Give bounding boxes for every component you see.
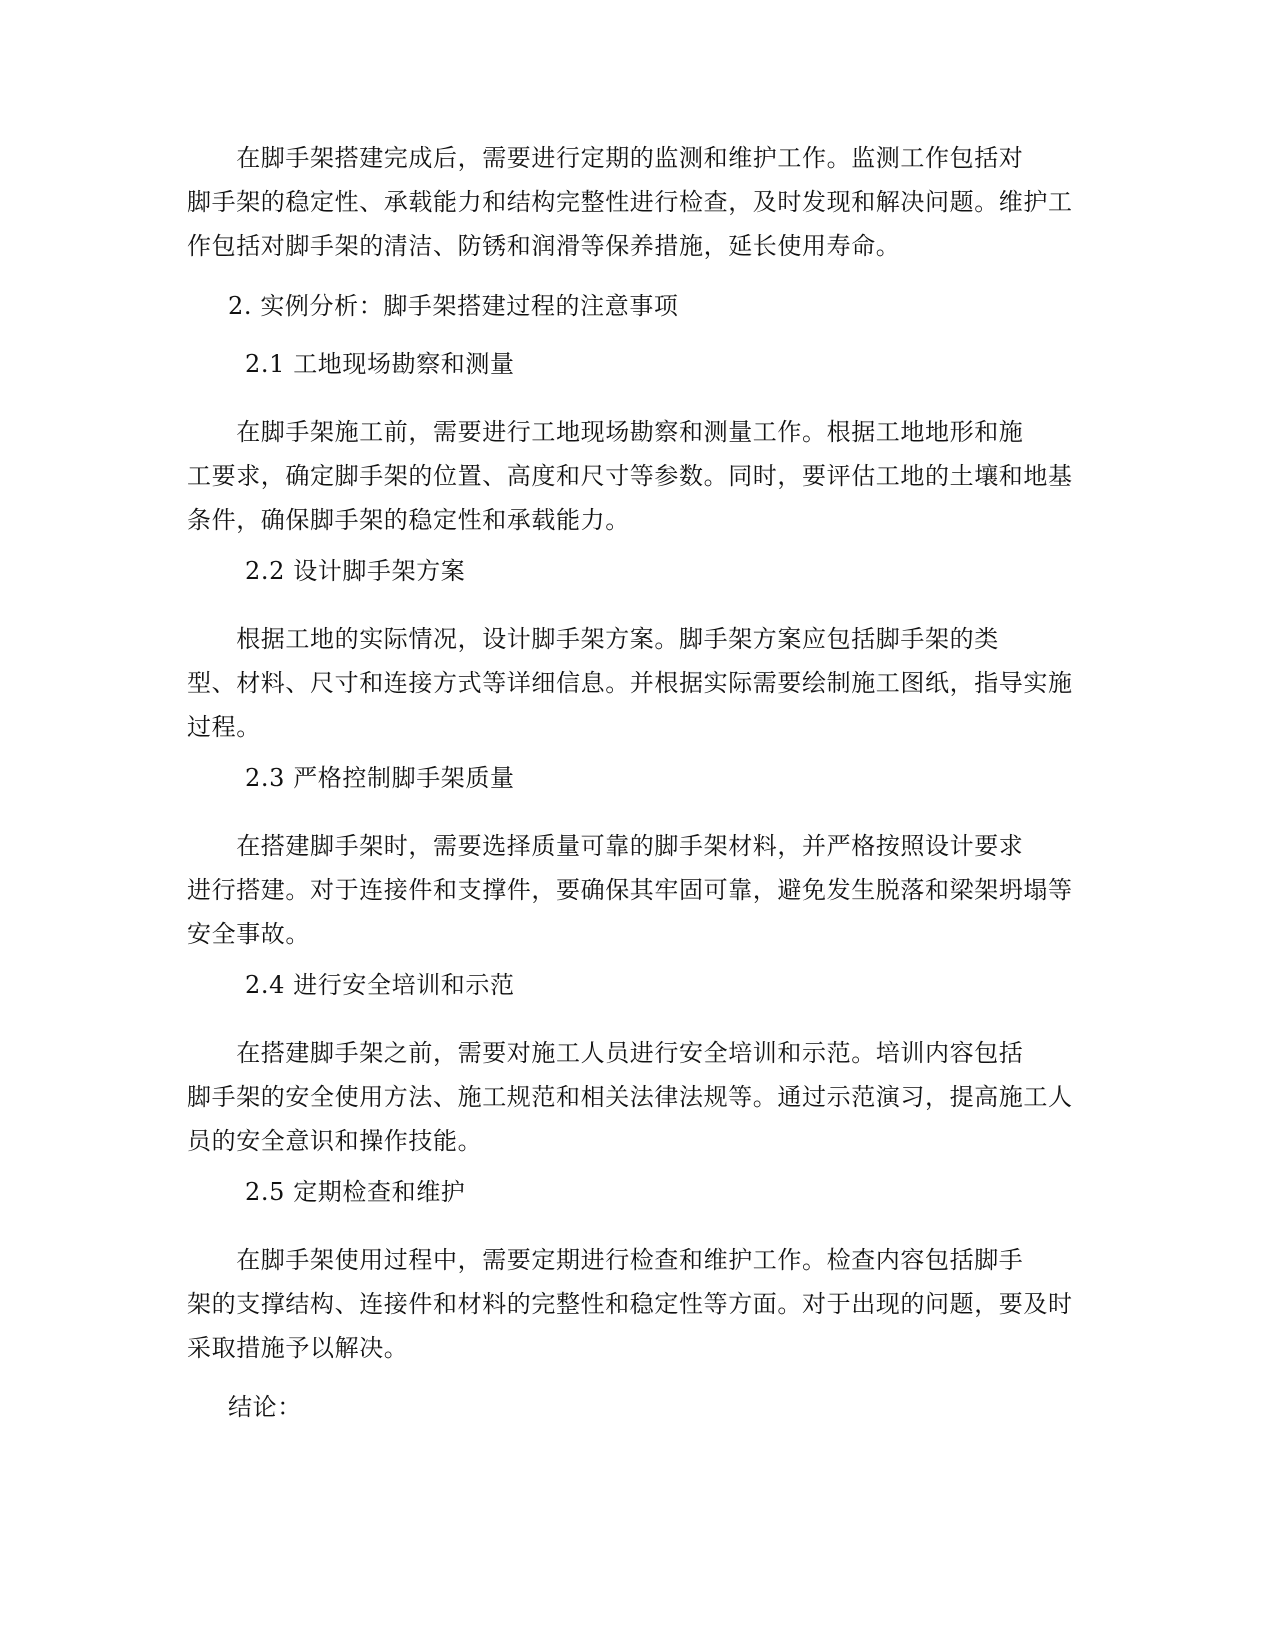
paragraph-2-4: 在搭建脚手架之前，需要对施工人员进行安全培训和示范。培训内容包括 脚手架的安全使用方法、施工规范和相关法律法规等。通过示范演习，提高施工人 员的安全意识和操作技能。	[187, 1039, 1073, 1155]
section-heading-2: 2. 实例分析：脚手架搭建过程的注意事项	[228, 292, 679, 320]
subsection-heading-2-4: 2.4 进行安全培训和示范	[245, 971, 515, 999]
subsection-heading-2-3: 2.3 严格控制脚手架质量	[245, 764, 515, 792]
paragraph-monitoring-maintenance: 在脚手架搭建完成后，需要进行定期的监测和维护工作。监测工作包括对 脚手架的稳定性、承载能力和结构完整性进行检查，及时发现和解决问题。维护工 作包括对脚手架的清洁、防锈和润滑等保养措施，延长使用寿命。	[187, 144, 1073, 260]
subsection-heading-2-5: 2.5 定期检查和维护	[245, 1178, 466, 1206]
paragraph-2-1: 在脚手架施工前，需要进行工地现场勘察和测量工作。根据工地地形和施 工要求，确定脚手架的位置、高度和尺寸等参数。同时，要评估工地的土壤和地基 条件，确保脚手架的稳定性和承载能力。	[187, 418, 1073, 534]
paragraph-2-2: 根据工地的实际情况，设计脚手架方案。脚手架方案应包括脚手架的类 型、材料、尺寸和连接方式等详细信息。并根据实际需要绘制施工图纸，指导实施 过程。	[187, 625, 1073, 741]
subsection-heading-2-2: 2.2 设计脚手架方案	[245, 557, 466, 585]
paragraph-2-3: 在搭建脚手架时，需要选择质量可靠的脚手架材料，并严格按照设计要求 进行搭建。对于连接件和支撑件，要确保其牢固可靠，避免发生脱落和梁架坍塌等 安全事故。	[187, 832, 1073, 948]
conclusion-heading: 结论：	[228, 1393, 302, 1421]
paragraph-2-5: 在脚手架使用过程中，需要定期进行检查和维护工作。检查内容包括脚手 架的支撑结构、连接件和材料的完整性和稳定性等方面。对于出现的问题，要及时 采取措施予以解决。	[187, 1246, 1073, 1362]
subsection-heading-2-1: 2.1 工地现场勘察和测量	[245, 350, 515, 378]
